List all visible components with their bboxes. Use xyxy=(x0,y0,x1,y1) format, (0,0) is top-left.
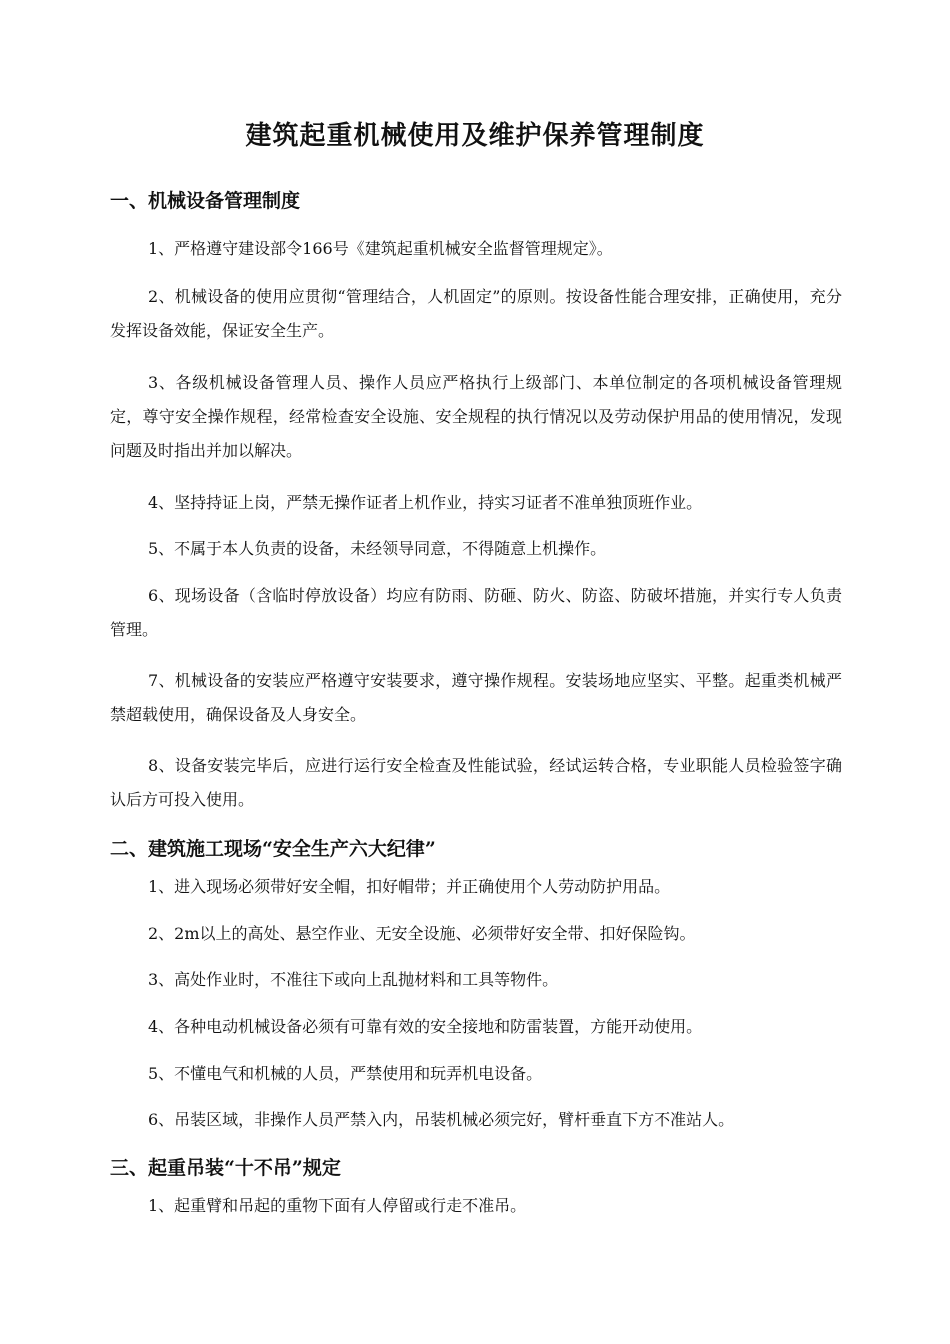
paragraph: 2、2m以上的高处、悬空作业、无安全设施、必须带好安全带、扣好保险钩。 xyxy=(148,924,696,943)
paragraph: 5、不属于本人负责的设备，未经领导同意，不得随意上机操作。 xyxy=(148,539,607,558)
document-title: 建筑起重机械使用及维护保养管理制度 xyxy=(245,121,705,151)
paragraph: 1、进入现场必须带好安全帽，扣好帽带；并正确使用个人劳动防护用品。 xyxy=(148,877,671,896)
paragraph: 3、高处作业时，不准往下或向上乱抛材料和工具等物件。 xyxy=(148,970,559,989)
paragraph: 6、吊装区域，非操作人员严禁入内，吊装机械必须完好，臂杆垂直下方不准站人。 xyxy=(148,1110,735,1129)
section-heading-six-disciplines: 二、建筑施工现场“安全生产六大纪律” xyxy=(110,838,436,860)
paragraph: 7、机械设备的安装应严格遵守安装要求，遵守操作规程。安装场地应坚实、平整。起重类机械严禁超载使用，确保设备及人身安全。 xyxy=(110,671,842,724)
paragraph: 4、坚持持证上岗，严禁无操作证者上机作业，持实习证者不准单独顶班作业。 xyxy=(148,493,703,512)
section-heading-ten-no-lift: 三、起重吊装“十不吊”规定 xyxy=(110,1157,341,1179)
paragraph: 5、不懂电气和机械的人员，严禁使用和玩弄机电设备。 xyxy=(148,1064,543,1083)
paragraph: 1、严格遵守建设部令166号《建筑起重机械安全监督管理规定》。 xyxy=(148,239,613,258)
paragraph: 1、起重臂和吊起的重物下面有人停留或行走不准吊。 xyxy=(148,1196,527,1215)
paragraph: 3、各级机械设备管理人员、操作人员应严格执行上级部门、本单位制定的各项机械设备管理规定，尊守安全操作规程，经常检查安全设施、安全规程的执行情况以及劳动保护用品的使用情况，发现问题及时指出并加以解决。 xyxy=(110,373,842,460)
section-heading-equipment-management: 一、机械设备管理制度 xyxy=(110,190,301,212)
paragraph: 6、现场设备（含临时停放设备）均应有防雨、防砸、防火、防盗、防破坏措施，并实行专人负责管理。 xyxy=(110,586,842,639)
paragraph: 8、设备安装完毕后，应进行运行安全检查及性能试验，经试运转合格，专业职能人员检验签字确认后方可投入使用。 xyxy=(110,756,842,809)
paragraph: 2、机械设备的使用应贯彻“管理结合，人机固定”的原则。按设备性能合理安排，正确使用，充分发挥设备效能，保证安全生产。 xyxy=(110,287,842,340)
paragraph: 4、各种电动机械设备必须有可靠有效的安全接地和防雷装置，方能开动使用。 xyxy=(148,1017,703,1036)
